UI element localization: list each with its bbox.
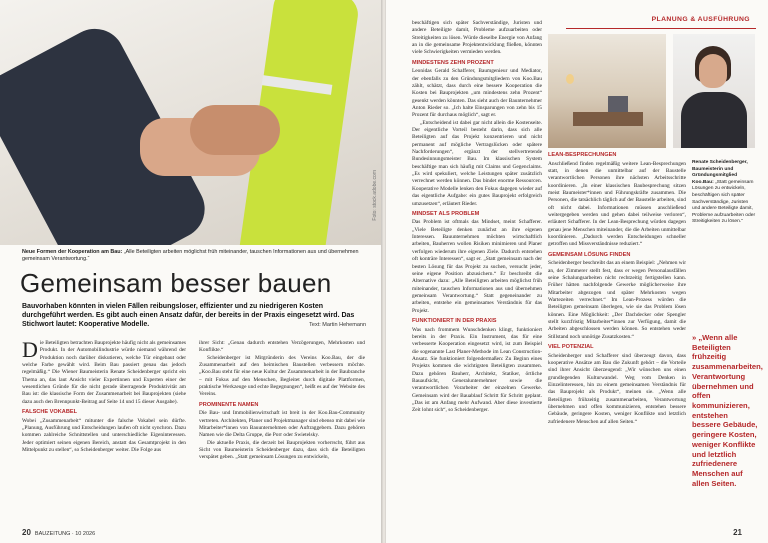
handshake-photo [0,0,382,245]
article-title: Gemeinsam besser bauen [20,268,332,298]
photo-caption-text: „Alle Beteiligten arbeiten möglichst früh miteinander, tauschen Informationen aus und übernehmen gemeinsam Verantwortung.“ [22,249,359,263]
text-column-1 [412,20,542,415]
left-page [0,0,382,543]
section-tag: PLANUNG & AUSFÜHRUNG [651,16,750,23]
paragraph: Scheidenberger und Schafferer sind überzeugt davon, dass kooperative Ansätze am Bau die Zukunft gehört – die Vorteile sind ihrer Ansicht überzeugend: „Wir wünschen uns einen grundlegenden Kulturwandel. Weg vom Denken in Einzelinteressen, hin zu einem gemeinsamen Verständnis für das Bauprojekt als Produkt“, meinen sie. „Wenn alle Beteiligten frühzeitig zusammenarbeiten, Verantwortung übernehmen und offen kommunizieren, entstehen bessere Gebäude, geringere Kosten, weniger Konflikte und letztlich zufriedenere Menschen auf allen Seiten.“ [548,352,686,425]
paragraph: Die Bau- und Immobilienwirtschaft ist breit in der Koo.Bau-Community vertreten. Architekten, Planer und Projektmanager sind ebenso mit dabei wie Mitarbeiter*innen von Bauunternehmen oder Auftraggebern. Dazu gehören Namen wie die Delta Gruppe, die Porr oder Swietelsky. [199,410,365,439]
paragraph: Die Beteiligten betrachten Bauprojekte häufig nicht als gemeinsames Produkt. In der Automobilindustrie würde niemand während der Produktion noch darüber diskutieren, welche Tür eingebaut oder welche Farbe gewählt wird. Beim Bau passiert genau das jedoch regelmäßig.“ Die Wiener Baumeisterin Renate Scheidenberger spricht ein Thema an, das laut Ansicht vieler Expertinnen und Experten einer der wesentlichen Gründe für die nicht gerade überragende Produktivität am Bau ist: die klassische Form der Zusammenarbeit bei Bauprojekten (siehe dazu auch den Brennpunkt-Beitrag auf Seite 14 und 15 dieser Ausgabe). [22,337,186,405]
paragraph: Scheidenberger beschreibt das an einem Beispiel: „Nehmen wir an, der Zimmerer stellt fest, dass er wegen Personalausfällen seine Schalungsarbeiten nicht rechtzeitig fertigstellen kann. Früher hätten nachfolgende Gewerke möglicherweise ihre Mitarbeiter abgezogen und später Mehrkosten wegen Wartezeiten verrechnet.“ Im Lean-Prozess würden die Beteiligten gemeinsam überlegen, wie sie das Problem lösen können. Eine Möglichkeit: „Der Dachdecker oder Spengler stellt kurzfristig Mitarbeiter*innen zur Verfügung, damit die Arbeiten abgeschlossen werden können. So entstehen weder Stillstand noch unnötige Zusatzkosten.“ [548,260,686,340]
paragraph: Die aktuelle Praxis, die derzeit bei Bauprojekten vorherrscht, führt aus Sicht von Baumeisterin Scheidenberger dazu, dass sich die Beteiligten verspätet geben. „Statt gemeinsam Lösungen zu entwickeln, [199,439,365,461]
room-photo [548,34,666,148]
text-column-2 [548,152,686,426]
page-folio [733,528,746,537]
section-rule [566,28,756,29]
portrait-caption [692,160,756,226]
subheading: VIEL POTENZIAL [548,344,594,351]
page-folio [22,528,95,537]
portrait-caption-bold: Renate Scheidenberger, Baumeisterin und Gründungsmitglied Koo.Bau: [692,160,748,185]
paragraph: Anschließend finden regelmäßig weitere Lean-Besprechungen statt, in denen die unmittelbar auf der Baustelle verantwortlichen Personen ihre nächsten Arbeitsschritte koordinieren. „In einer klassischen Baubesprechung sitzen meist Baumeister*innen und Führungskräfte zusammen. Die Personen, die tatsächlich täglich auf der Baustelle arbeiten, sind oft nicht dabei. Informationen müssen anschließend weitergegeben werden und gehen dabei teilweise verloren“, erläutert Schafferer. In der Lean-Besprechung würden dagegen genau jene Menschen miteinander, die die Arbeiten unmittelbar koordinieren. „Dadurch werden Entscheidungen schneller getroffen und Missverständnisse reduziert.“ [548,160,686,248]
paragraph: Leonidas Gerald Schafferer, Baumgenieur und Mediator, der ebenfalls zu den Gründungsmitgliedern von Koo.Bau zählt, schätzt, dass durch eine bessere Kooperation die Kosten bei Bauprojekten „um mindestens zehn Prozent“ gesenkt werden könnten. Das sieht auch der Baunternehmer Anton Rieder so. „Ich halte Einsparungen von zehn bis 15 Prozent für durchaus möglich“, sagt er. [412,68,542,119]
text-column-2 [199,340,365,462]
subheading: MINDESTENS ZEHN PROZENT [412,59,494,66]
subheading: FUNKTIONIERT IN DER PRAXIS [412,317,497,324]
jacket-shape [681,92,747,148]
photo-caption-bold: Neue Formen der Kooperation am Bau: [22,249,123,255]
paragraph: Wobei „Zusammenarbeit“ mitunter die falsche Vokabel sein dürfte. „Planung, Ausführung und Entscheidungen laufen oft nicht synchron. Dazu kommen zahlreiche Schnittstellen und unterschiedliche Eigeninteressen. Jeder optimiert seinen eigenen Bereich, anstatt das Gesamtprojekt in den Mittelpunkt zu stellen“, so Scheidenberger weiter. Die Folge aus [22,417,186,454]
paragraph: Was nach frommem Wunschdenken klingt, funktioniert bereits in der Praxis. Ein Instrument, das für eine verbesserte Kooperation eingesetzt wird, ist zum Beispiel die sogenannte Last Planer-Methode im Lean Construction-Ansatz. Sie funktioniert folgendermaßen: Zu Beginn eines Projekts kommen die wichtigsten Beteiligten zusammen. Dazu gehören Bauherr, Architekt, Statiker, örtliche Bauaufsicht, Generalunternehmer sowie die verantwortlichen Vorarbeiter der einzelnen Gewerke. Gemeinsam wird der Bauablauf Schritt für Schritt geplant. „Das ist am Anfang mehr Aufwand. Aber diese investierte Zeit lohnt sich“, so Scheidenberger. [412,326,542,414]
photo-credit: Foto: stock.adobe.com [372,170,378,221]
subheading: LEAN-BESPRECHUNGEN [548,152,617,158]
quote-arrow-icon: » [692,333,697,342]
right-page [386,0,768,543]
page-number: 21 [733,528,742,537]
subheading: GEMEINSAM LÖSUNG FINDEN [548,251,631,258]
pull-quote-text: „Wenn alle Beteiligten frühzeitig zusammenarbeiten, Verantwortung übernehmen und offen kommunizieren, entstehen bessere Gebäude, geringere Kosten, weniger Konflikte und letztlich zufriedenere Menschen auf allen Seiten. [692,333,763,488]
article-lead: Bauvorhaben könnten in vielen Fällen reibungsloser, effizienter und zu niedrigeren Kosten durchgeführt werden. Es gibt auch einen Ansatz dafür, der bereits in der Praxis eingesetzt wird. Das Stichwort lautet: Kooperative Modelle. [22,303,355,329]
pull-quote [692,333,763,489]
subheading: PROMINENTE NAMEN [199,401,259,408]
folio-text: BAUZEITUNG · 10 2026 [34,531,96,537]
lamp-shape [566,74,574,84]
face-shape [699,54,727,88]
paragraph: beschäftigen sich später Sachverständige, Juristen und andere Beteiligte damit, Probleme aufzuarbeiten oder Streitigkeiten zu lösen. Würde dieselbe Energie von Anfang an in die gemeinsame Projektentwicklung fließen, könnten viele Schwierigkeiten vermieden werden. [412,20,542,56]
portrait-photo [673,34,755,148]
paragraph: ihrer Sicht: „Genau dadurch entstehen Verzögerungen, Mehrkosten und Konflikte.“ [199,340,365,354]
page-number: 20 [22,528,31,537]
text-column-1 [22,337,186,454]
table-shape [573,112,643,126]
paragraph: Das Problem ist oftmals das Mindset, meint Schafferer. „Viele Beteiligte denken zunächst an ihre eigenen Interessen. Bauunternehmen möchten wirtschaftlich arbeiten, Bauherren wollen Risiken minimieren und Planer verfolgen wiederum ihre eigenen Ziele. Dadurch entstehen oft konträre Interessen“, sagt er. „Statt gemeinsam nach der besten Lösung für das Projekt zu suchen, versucht jeder, seine eigene Position abzusichern.“ Er beschreibt die Alternative dazu: „Alle Beteiligten arbeiten möglichst früh miteinander, tauschen Informationen aus und übernehmen gemeinsam Verantwortung.“ Statt gegeneinander zu arbeiten, entstehe ein gemeinsames Verständnis für das Projekt. [412,219,542,314]
photo-caption [22,249,367,263]
subheading: FALSCHE VOKABEL [22,409,78,416]
dropcap: D [22,337,38,362]
paragraph: „Entscheidend ist dabei gar nicht allein die Kostenseite. Der eigentliche Vorteil besteht darin, dass sich alle Beteiligten auf das Projekt konzentrieren und nicht permanent auf mögliche Vertragslücken oder spätere Nachforderungen“, ergänzt der stellvertretende Bundesinnungsmeister Bau. Im klassischen System beschäftige man sich häufig mit Claims und Gegenclaims. „Es wird spekuliert, welche Leistungen später zusätzlich verrechnet werden können. Das bindet enorme Ressourcen. Kooperative Modelle lenken den Fokus dagegen wieder auf das eigentliche Aufgabe: ein gutes Bauprojekt erfolgreich umzusetzen“, erläutert Rieder. [412,119,542,207]
byline: Text: Martin Hehemann [309,322,366,328]
subheading: MINDSET ALS PROBLEM [412,210,480,217]
hand-shape [190,105,280,155]
paragraph: Scheidenberger ist Mitgründerin des Vereins Koo.Bau, der die Zusammenarbeit auf den heimischen Baustellen verbessern möchte. „Koo.Bau steht für eine neue Kultur der Zusammenarbeit in der Baubranche – mit Fokus auf den Menschen, Begleitet durch digitale Plattformen, praktische Werkzeuge und echte Begegnungen“, heißt es auf der Website des Vereins. [199,354,365,398]
portrait-caption-text: „Statt gemeinsam Lösungen zu entwickeln, beschäftigen sich später Sachverständige, Juristen und andere Beteiligte damit, Probleme aufzuarbeiten oder Streitigkeiten zu lösen.“ [692,179,756,225]
